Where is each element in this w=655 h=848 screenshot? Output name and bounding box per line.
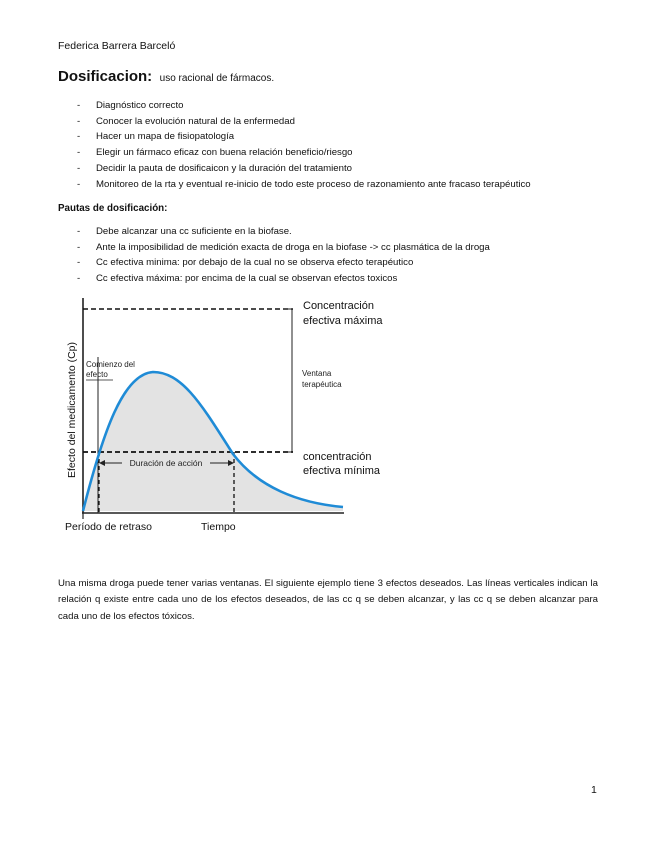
x-label-time: Tiempo <box>201 521 236 533</box>
onset-label-2: efecto <box>86 370 108 379</box>
body-paragraph: Una misma droga puede tener varias ventanas. El siguiente ejemplo tiene 3 efectos deseados. Las líneas verticales indican la relación q existe entre cada uno de los efectos deseados, de las cc q se deben alcanzar, y las cc q se deben alcanzar para cada uno de los efectos tóxicos. <box>58 577 598 622</box>
list-item: - Elegir un fármaco eficaz con buena relación beneficio/riesgo <box>77 145 531 161</box>
list-item: - Monitoreo de la rta y eventual re-inicio de todo este proceso de razonamiento ante fracaso terapéutico <box>77 177 531 193</box>
list-item: - Ante la imposibilidad de medición exacta de droga en la biofase -> cc plasmática de la droga <box>77 240 490 256</box>
onset-label-1: Comienzo del <box>86 360 135 369</box>
pautas-heading: Pautas de dosificación: <box>58 203 168 214</box>
list-item: - Conocer la evolución natural de la enfermedad <box>77 114 531 130</box>
therapeutic-window-bracket <box>283 309 292 452</box>
duration-label: Duración de acción <box>129 458 203 468</box>
x-label-delay: Período de retraso <box>65 521 152 533</box>
min-concentration-label-1: concentración <box>303 451 372 463</box>
list-item: - Cc efectiva minima: por debajo de la cual no se observa efecto terapéutico <box>77 255 490 271</box>
max-concentration-label-1: Concentración <box>303 300 374 312</box>
page-number: 1 <box>591 784 597 796</box>
section-heading <box>58 68 274 86</box>
therapeutic-window-label-2: terapéutica <box>302 380 342 389</box>
min-concentration-label-2: efectiva mínima <box>303 465 381 477</box>
author-name: Federica Barrera Barceló <box>58 40 176 52</box>
dosificacion-steps-list <box>77 98 531 192</box>
pautas-list <box>77 224 490 287</box>
heading-subtitle: uso racional de fármacos. <box>159 73 275 84</box>
y-axis-label: Efecto del medicamento (Cp) <box>66 342 78 478</box>
list-item: - Debe alcanzar una cc suficiente en la biofase. <box>77 224 490 240</box>
area-under-curve <box>83 372 343 511</box>
max-concentration-label-2: efectiva máxima <box>303 315 383 327</box>
therapeutic-window-figure <box>58 292 388 538</box>
list-item: - Hacer un mapa de fisiopatología <box>77 129 531 145</box>
list-item: - Diagnóstico correcto <box>77 98 531 114</box>
list-item: - Cc efectiva máxima: por encima de la cual se observan efectos toxicos <box>77 271 490 287</box>
therapeutic-window-diagram <box>58 292 388 538</box>
list-item: - Decidir la pauta de dosificaicon y la duración del tratamiento <box>77 161 531 177</box>
therapeutic-window-label-1: Ventana <box>302 369 332 378</box>
heading-title: Dosificacion: <box>58 68 153 85</box>
